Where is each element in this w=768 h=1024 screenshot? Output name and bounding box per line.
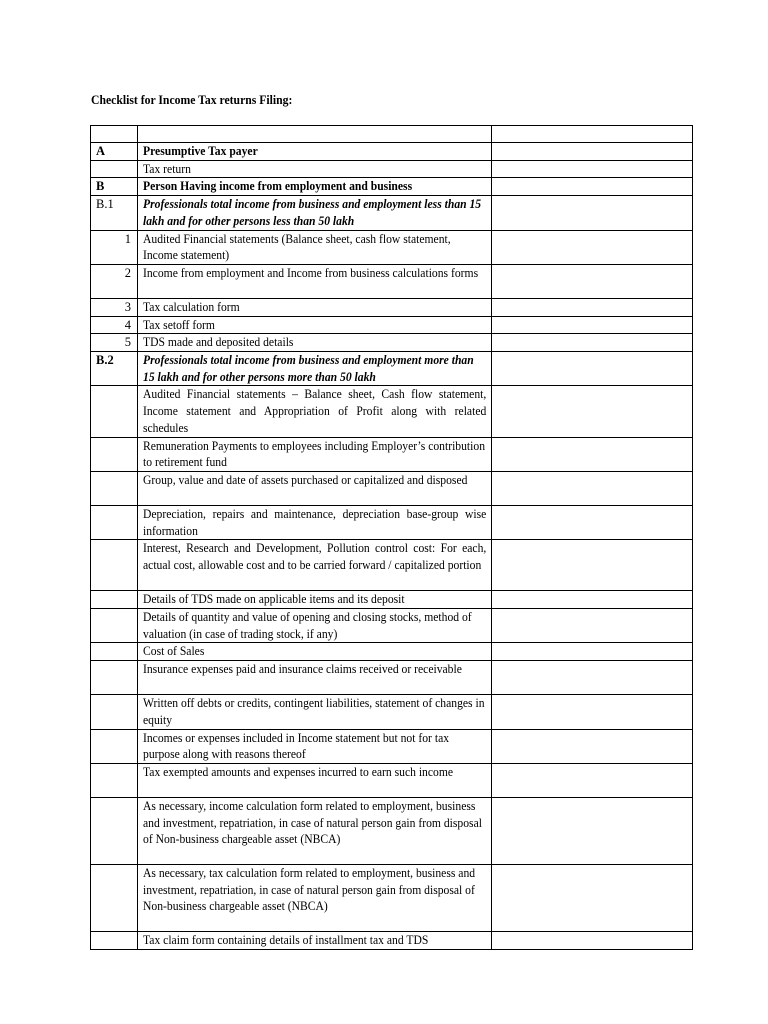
row-code [91, 661, 138, 695]
row-check-cell [492, 230, 693, 264]
checklist-row [91, 931, 693, 949]
row-description-text: Insurance expenses paid and insurance claims received or receivable [143, 662, 462, 677]
checklist-row [91, 505, 693, 539]
row-description [138, 334, 492, 352]
row-code: A [91, 143, 138, 161]
row-code [91, 591, 138, 609]
row-description-text: Depreciation, repairs and maintenance, depreciation base-group wise information [143, 506, 487, 538]
row-code [91, 160, 138, 178]
checklist-row [91, 196, 693, 230]
row-check-cell [492, 178, 693, 196]
checklist-row [91, 864, 693, 931]
row-code [91, 864, 138, 931]
row-description-text: Professionals total income from business and employment less than 15 lakh and for other persons less than 50 lakh [143, 197, 482, 228]
row-code: 5 [91, 334, 138, 352]
row-description-text: Tax return [143, 161, 191, 176]
row-description-text: Tax calculation form [143, 299, 240, 314]
checklist-row [91, 316, 693, 334]
row-description [138, 126, 492, 143]
row-description-text: Tax exempted amounts and expenses incurred to earn such income [143, 764, 454, 779]
row-check-cell [492, 160, 693, 178]
row-description [138, 591, 492, 609]
checklist-row [91, 352, 693, 386]
row-check-cell [492, 264, 693, 298]
row-code [91, 643, 138, 661]
row-check-cell [492, 126, 693, 143]
row-check-cell [492, 334, 693, 352]
checklist-row [91, 797, 693, 864]
checklist-row [91, 729, 693, 763]
row-description-text: Details of quantity and value of opening and closing stocks, method of valuation (in case of trading stock, if any) [143, 610, 472, 641]
row-description [138, 178, 492, 196]
row-check-cell [492, 471, 693, 505]
checklist-row [91, 386, 693, 437]
checklist-row [91, 264, 693, 298]
row-description-text: Person Having income from employment and business [143, 179, 413, 194]
row-description-text: Presumptive Tax payer [143, 144, 258, 158]
row-description [138, 143, 492, 161]
row-description-text: Written off debts or credits, contingent liabilities, statement of changes in equity [143, 696, 485, 727]
row-code: B [91, 178, 138, 196]
row-check-cell [492, 864, 693, 931]
row-description-text: Audited Financial statements (Balance sheet, cash flow statement, Income statement) [143, 231, 451, 263]
row-description [138, 352, 492, 386]
row-description [138, 540, 492, 591]
row-check-cell [492, 763, 693, 797]
row-description-text: Interest, Research and Development, Pollution control cost: For each, actual cost, allowable cost and to be carried forward / capitalized portion [143, 541, 487, 573]
row-description [138, 160, 492, 178]
row-description-text: Incomes or expenses included in Income statement but not for tax purpose along with reasons thereof [143, 730, 450, 762]
row-description [138, 230, 492, 264]
checklist-row [91, 643, 693, 661]
checklist-row [91, 178, 693, 196]
checklist-row [91, 540, 693, 591]
row-description [138, 437, 492, 471]
row-check-cell [492, 729, 693, 763]
row-description [138, 316, 492, 334]
checklist-row [91, 143, 693, 161]
row-description-text: TDS made and deposited details [143, 335, 294, 350]
row-description [138, 609, 492, 643]
row-check-cell [492, 298, 693, 316]
row-code [91, 729, 138, 763]
row-description [138, 505, 492, 539]
checklist-row [91, 126, 693, 143]
row-description-text: Details of TDS made on applicable items and its deposit [143, 592, 405, 607]
row-code [91, 386, 138, 437]
row-description [138, 729, 492, 763]
row-description [138, 386, 492, 437]
checklist-row [91, 160, 693, 178]
row-code [91, 505, 138, 539]
row-description [138, 931, 492, 949]
row-code [91, 609, 138, 643]
row-description [138, 797, 492, 864]
checklist-row [91, 437, 693, 471]
row-description [138, 643, 492, 661]
row-check-cell [492, 591, 693, 609]
row-description-text: As necessary, income calculation form related to employment, business and investment, repatriation, in case of natural person gain from disposal of Non-business chargeable asset (NBCA) [143, 798, 482, 847]
row-description-text: Tax claim form containing details of installment tax and TDS [143, 932, 429, 947]
checklist-row [91, 695, 693, 729]
row-description-text: Group, value and date of assets purchased or capitalized and disposed [143, 472, 468, 487]
row-description-text: Professionals total income from business and employment more than 15 lakh and for other persons more than 50 lakh [143, 353, 474, 384]
row-code: 4 [91, 316, 138, 334]
row-code: B.2 [91, 352, 138, 386]
checklist-row [91, 591, 693, 609]
row-check-cell [492, 316, 693, 334]
row-code: 3 [91, 298, 138, 316]
row-description [138, 196, 492, 230]
row-description-text: Income from employment and Income from business calculations forms [143, 265, 479, 280]
row-code [91, 797, 138, 864]
checklist-row [91, 661, 693, 695]
row-code [91, 126, 138, 143]
row-description [138, 661, 492, 695]
row-description [138, 763, 492, 797]
row-code: B.1 [91, 196, 138, 230]
checklist-row [91, 298, 693, 316]
row-code: 2 [91, 264, 138, 298]
row-code [91, 437, 138, 471]
row-description-text: Audited Financial statements – Balance sheet, Cash flow statement, Income statement and Appropriation of Profit along with related schedules [143, 387, 487, 435]
row-description [138, 471, 492, 505]
row-description-text: Tax setoff form [143, 317, 215, 332]
row-description [138, 864, 492, 931]
row-check-cell [492, 540, 693, 591]
checklist-row [91, 763, 693, 797]
row-description-text: Remuneration Payments to employees including Employer’s contribution to retirement fund [143, 438, 486, 470]
checklist-row [91, 609, 693, 643]
row-code [91, 763, 138, 797]
checklist-body [91, 126, 693, 950]
row-check-cell [492, 695, 693, 729]
row-code [91, 695, 138, 729]
row-check-cell [492, 931, 693, 949]
row-description-text: Cost of Sales [143, 644, 205, 659]
row-check-cell [492, 386, 693, 437]
row-description [138, 264, 492, 298]
row-check-cell [492, 437, 693, 471]
row-code [91, 540, 138, 591]
row-check-cell [492, 643, 693, 661]
row-check-cell [492, 797, 693, 864]
row-description-text: As necessary, tax calculation form related to employment, business and investment, repatriation, in case of natural person gain from disposal of Non-business chargeable asset (NBCA) [143, 865, 476, 914]
row-check-cell [492, 609, 693, 643]
checklist-table [90, 125, 693, 950]
row-check-cell [492, 505, 693, 539]
row-description [138, 695, 492, 729]
document-title: Checklist for Income Tax returns Filing: [91, 92, 293, 107]
row-check-cell [492, 196, 693, 230]
row-code: 1 [91, 230, 138, 264]
row-code [91, 931, 138, 949]
checklist-row [91, 334, 693, 352]
row-check-cell [492, 352, 693, 386]
row-description [138, 298, 492, 316]
row-check-cell [492, 143, 693, 161]
checklist-row [91, 471, 693, 505]
row-code [91, 471, 138, 505]
row-check-cell [492, 661, 693, 695]
checklist-row [91, 230, 693, 264]
